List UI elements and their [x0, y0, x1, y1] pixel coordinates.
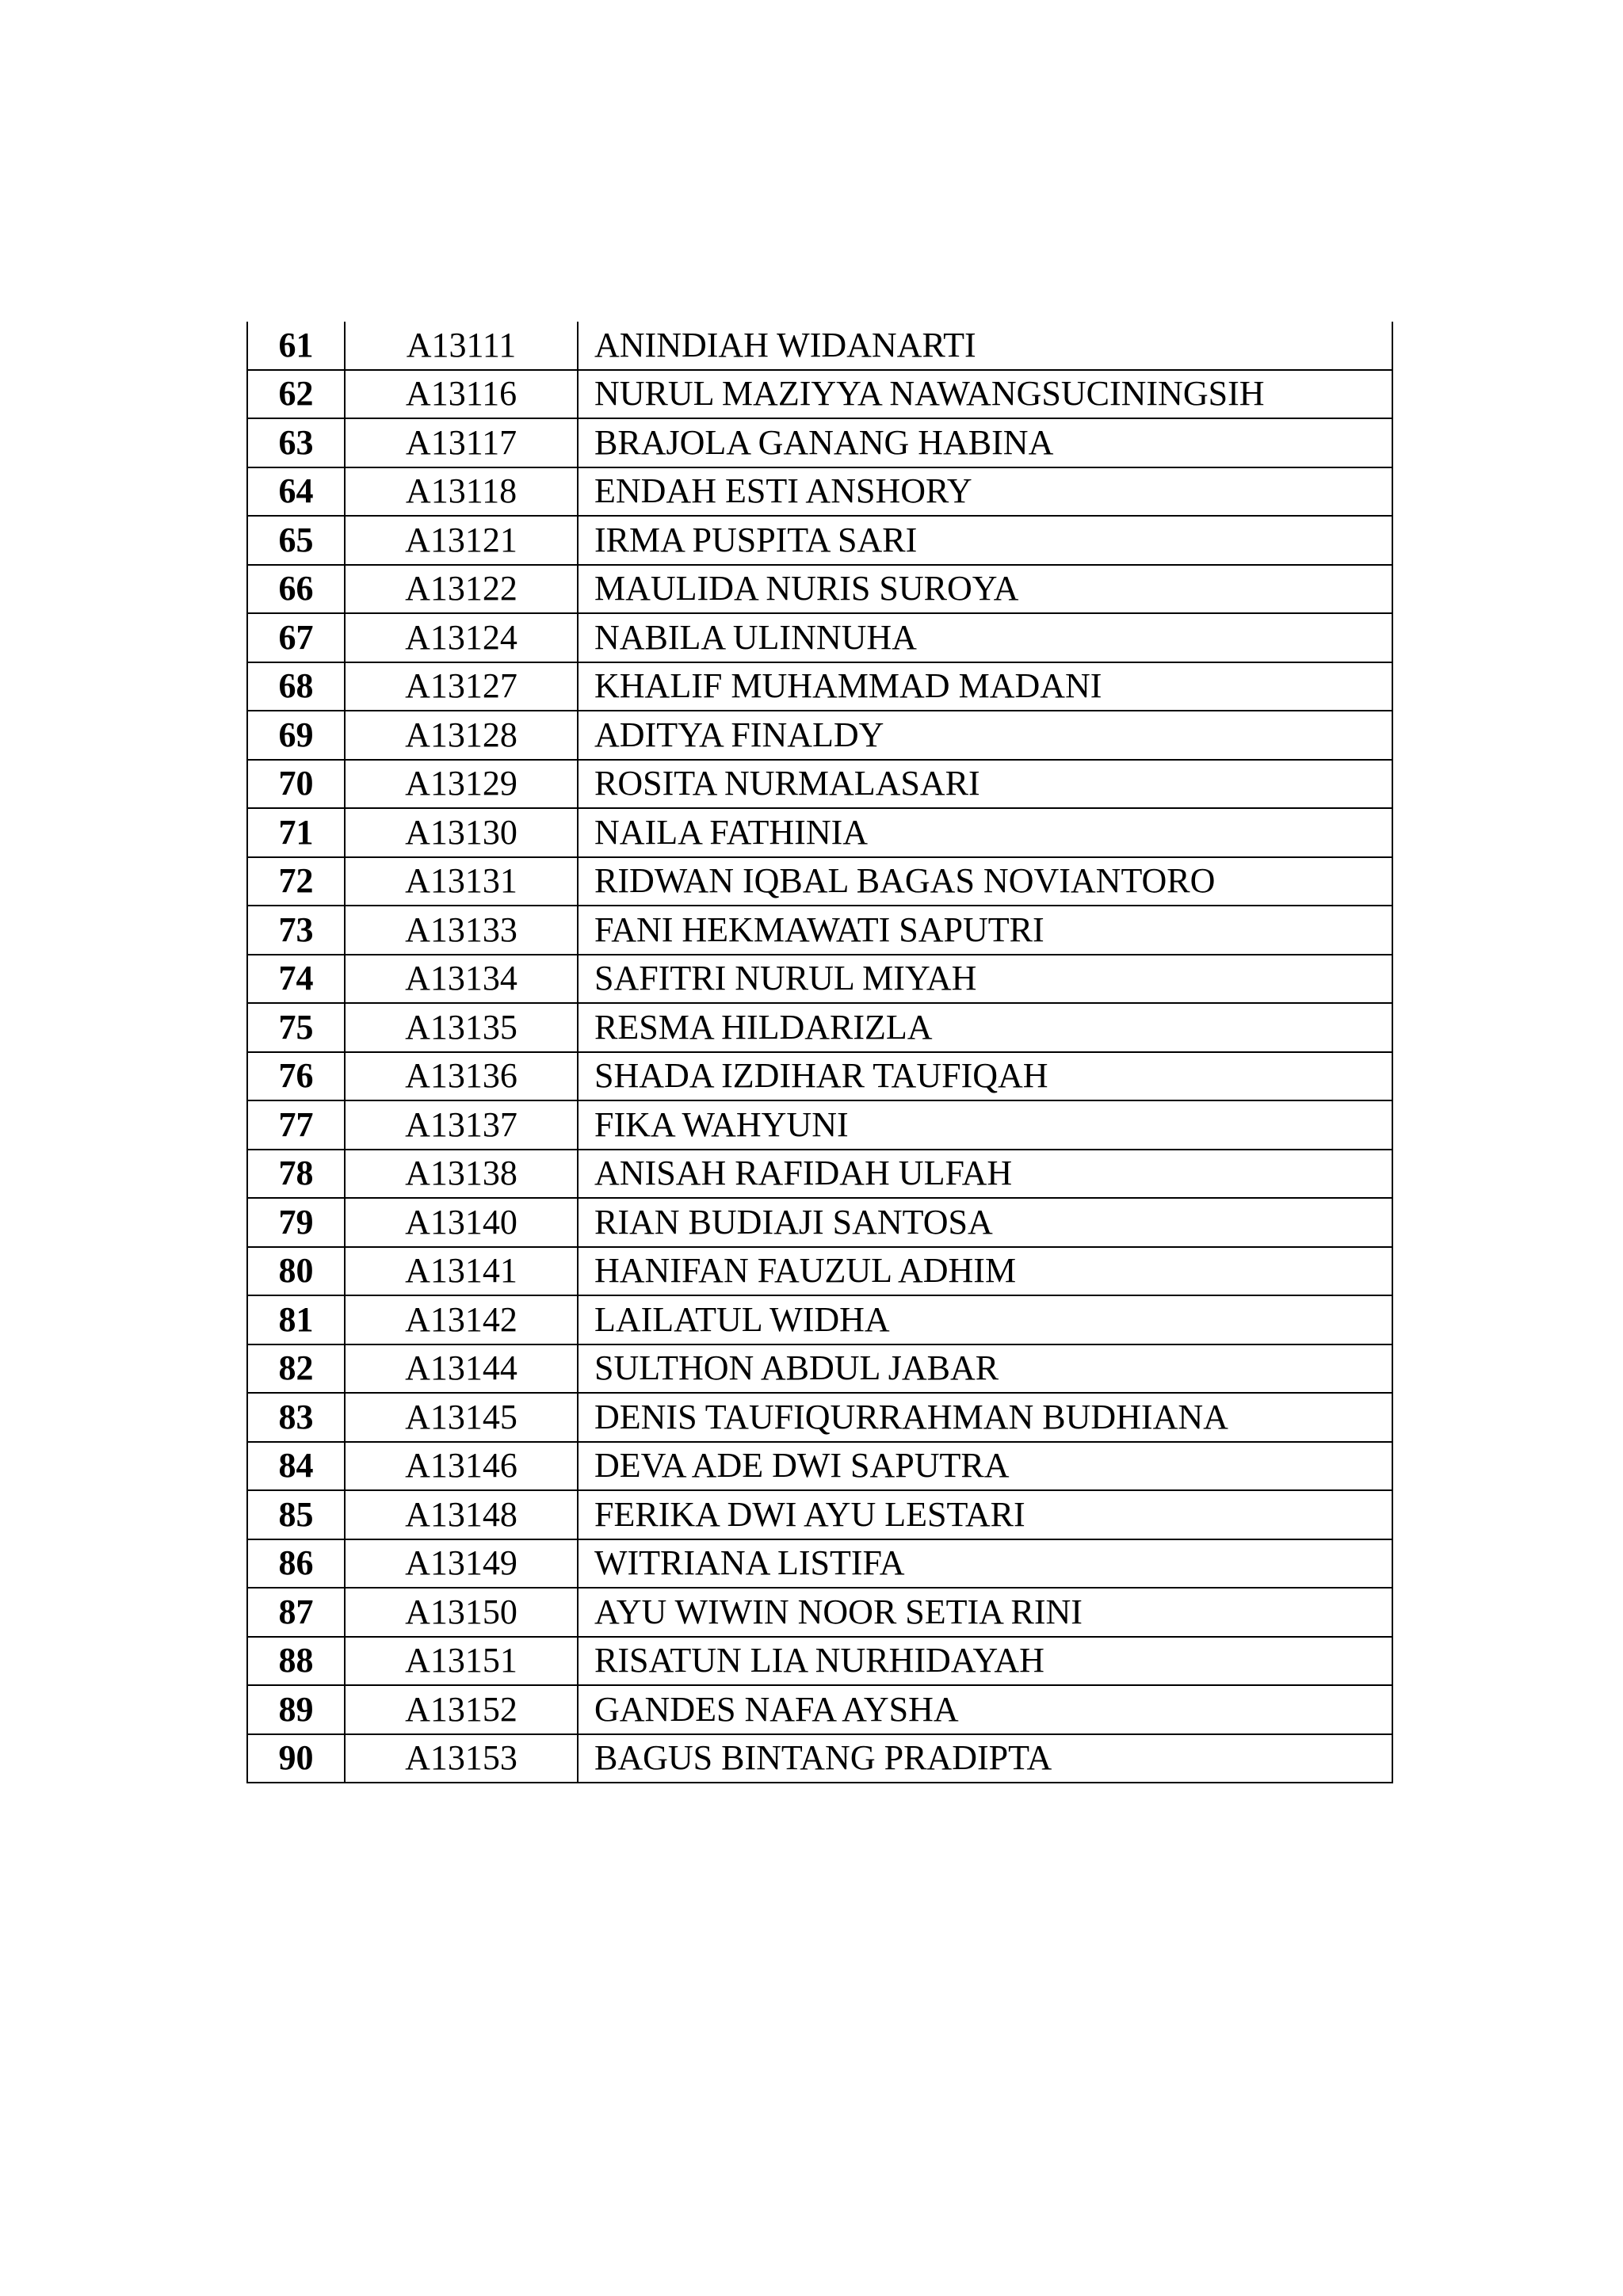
row-number-cell: 72 — [247, 857, 345, 906]
student-id-cell: A13130 — [345, 808, 578, 857]
row-number-cell: 82 — [247, 1344, 345, 1394]
student-roster-table — [246, 322, 1393, 1783]
student-id-cell: A13152 — [345, 1685, 578, 1734]
student-name-cell: RIDWAN IQBAL BAGAS NOVIANTORO — [578, 857, 1392, 906]
student-id-cell: A13127 — [345, 662, 578, 711]
row-number-cell: 80 — [247, 1247, 345, 1296]
student-id-cell: A13137 — [345, 1100, 578, 1150]
student-id-cell: A13116 — [345, 370, 578, 419]
row-number-cell: 87 — [247, 1588, 345, 1637]
row-number-cell: 63 — [247, 418, 345, 467]
student-name-cell: ADITYA FINALDY — [578, 711, 1392, 760]
row-number-cell: 79 — [247, 1198, 345, 1247]
table-row — [247, 1734, 1392, 1783]
table-row — [247, 760, 1392, 809]
student-name-cell: WITRIANA LISTIFA — [578, 1539, 1392, 1589]
row-number-cell: 61 — [247, 322, 345, 370]
row-number-cell: 83 — [247, 1393, 345, 1442]
row-number-cell: 88 — [247, 1637, 345, 1686]
student-name-cell: KHALIF MUHAMMAD MADANI — [578, 662, 1392, 711]
student-id-cell: A13144 — [345, 1344, 578, 1394]
student-id-cell: A13117 — [345, 418, 578, 467]
row-number-cell: 90 — [247, 1734, 345, 1783]
student-name-cell: RISATUN LIA NURHIDAYAH — [578, 1637, 1392, 1686]
student-name-cell: MAULIDA NURIS SUROYA — [578, 565, 1392, 614]
student-id-cell: A13145 — [345, 1393, 578, 1442]
student-id-cell: A13153 — [345, 1734, 578, 1783]
student-id-cell: A13134 — [345, 955, 578, 1004]
student-id-cell: A13141 — [345, 1247, 578, 1296]
table-row — [247, 1344, 1392, 1394]
student-id-cell: A13146 — [345, 1442, 578, 1491]
table-row — [247, 808, 1392, 857]
row-number-cell: 64 — [247, 467, 345, 517]
table-row — [247, 1393, 1392, 1442]
table-row — [247, 565, 1392, 614]
table-row — [247, 1442, 1392, 1491]
student-name-cell: LAILATUL WIDHA — [578, 1295, 1392, 1344]
row-number-cell: 66 — [247, 565, 345, 614]
student-id-cell: A13124 — [345, 613, 578, 662]
row-number-cell: 68 — [247, 662, 345, 711]
table-row — [247, 1685, 1392, 1734]
table-row — [247, 467, 1392, 517]
student-name-cell: SAFITRI NURUL MIYAH — [578, 955, 1392, 1004]
table-row — [247, 418, 1392, 467]
student-id-cell: A13133 — [345, 906, 578, 955]
student-id-cell: A13136 — [345, 1052, 578, 1101]
student-name-cell: RESMA HILDARIZLA — [578, 1003, 1392, 1052]
student-name-cell: IRMA PUSPITA SARI — [578, 516, 1392, 565]
student-name-cell: AYU WIWIN NOOR SETIA RINI — [578, 1588, 1392, 1637]
student-id-cell: A13150 — [345, 1588, 578, 1637]
table-row — [247, 1539, 1392, 1589]
student-name-cell: SHADA IZDIHAR TAUFIQAH — [578, 1052, 1392, 1101]
student-id-cell: A13122 — [345, 565, 578, 614]
student-id-cell: A13131 — [345, 857, 578, 906]
row-number-cell: 86 — [247, 1539, 345, 1589]
row-number-cell: 76 — [247, 1052, 345, 1101]
table-row — [247, 516, 1392, 565]
row-number-cell: 67 — [247, 613, 345, 662]
row-number-cell: 85 — [247, 1490, 345, 1539]
student-name-cell: ANINDIAH WIDANARTI — [578, 322, 1392, 370]
row-number-cell: 77 — [247, 1100, 345, 1150]
student-name-cell: FANI HEKMAWATI SAPUTRI — [578, 906, 1392, 955]
student-id-cell: A13135 — [345, 1003, 578, 1052]
student-id-cell: A13128 — [345, 711, 578, 760]
row-number-cell: 84 — [247, 1442, 345, 1491]
student-name-cell: NURUL MAZIYYA NAWANGSUCININGSIH — [578, 370, 1392, 419]
student-name-cell: FIKA WAHYUNI — [578, 1100, 1392, 1150]
student-id-cell: A13151 — [345, 1637, 578, 1686]
table-row — [247, 1052, 1392, 1101]
row-number-cell: 70 — [247, 760, 345, 809]
table-row — [247, 322, 1392, 370]
student-name-cell: FERIKA DWI AYU LESTARI — [578, 1490, 1392, 1539]
student-id-cell: A13111 — [345, 322, 578, 370]
table-row — [247, 1295, 1392, 1344]
student-name-cell: GANDES NAFA AYSHA — [578, 1685, 1392, 1734]
row-number-cell: 74 — [247, 955, 345, 1004]
table-row — [247, 1247, 1392, 1296]
student-id-cell: A13142 — [345, 1295, 578, 1344]
table-row — [247, 1637, 1392, 1686]
row-number-cell: 69 — [247, 711, 345, 760]
student-name-cell: NABILA ULINNUHA — [578, 613, 1392, 662]
table-row — [247, 613, 1392, 662]
roster-table-body — [247, 322, 1392, 1783]
table-row — [247, 662, 1392, 711]
student-name-cell: HANIFAN FAUZUL ADHIM — [578, 1247, 1392, 1296]
student-name-cell: ENDAH ESTI ANSHORY — [578, 467, 1392, 517]
student-name-cell: NAILA FATHINIA — [578, 808, 1392, 857]
row-number-cell: 89 — [247, 1685, 345, 1734]
student-name-cell: BAGUS BINTANG PRADIPTA — [578, 1734, 1392, 1783]
table-row — [247, 1198, 1392, 1247]
table-row — [247, 1100, 1392, 1150]
student-id-cell: A13118 — [345, 467, 578, 517]
table-row — [247, 1003, 1392, 1052]
row-number-cell: 75 — [247, 1003, 345, 1052]
table-row — [247, 906, 1392, 955]
row-number-cell: 62 — [247, 370, 345, 419]
student-name-cell: SULTHON ABDUL JABAR — [578, 1344, 1392, 1394]
student-id-cell: A13140 — [345, 1198, 578, 1247]
student-name-cell: ROSITA NURMALASARI — [578, 760, 1392, 809]
row-number-cell: 78 — [247, 1150, 345, 1199]
student-name-cell: DENIS TAUFIQURRAHMAN BUDHIANA — [578, 1393, 1392, 1442]
student-name-cell: RIAN BUDIAJI SANTOSA — [578, 1198, 1392, 1247]
table-row — [247, 1588, 1392, 1637]
student-id-cell: A13121 — [345, 516, 578, 565]
table-row — [247, 1150, 1392, 1199]
table-row — [247, 1490, 1392, 1539]
student-name-cell: BRAJOLA GANANG HABINA — [578, 418, 1392, 467]
table-row — [247, 711, 1392, 760]
table-row — [247, 370, 1392, 419]
row-number-cell: 73 — [247, 906, 345, 955]
row-number-cell: 65 — [247, 516, 345, 565]
table-row — [247, 857, 1392, 906]
row-number-cell: 81 — [247, 1295, 345, 1344]
student-id-cell: A13129 — [345, 760, 578, 809]
student-name-cell: ANISAH RAFIDAH ULFAH — [578, 1150, 1392, 1199]
student-id-cell: A13148 — [345, 1490, 578, 1539]
table-row — [247, 955, 1392, 1004]
student-name-cell: DEVA ADE DWI SAPUTRA — [578, 1442, 1392, 1491]
row-number-cell: 71 — [247, 808, 345, 857]
student-id-cell: A13138 — [345, 1150, 578, 1199]
student-id-cell: A13149 — [345, 1539, 578, 1589]
